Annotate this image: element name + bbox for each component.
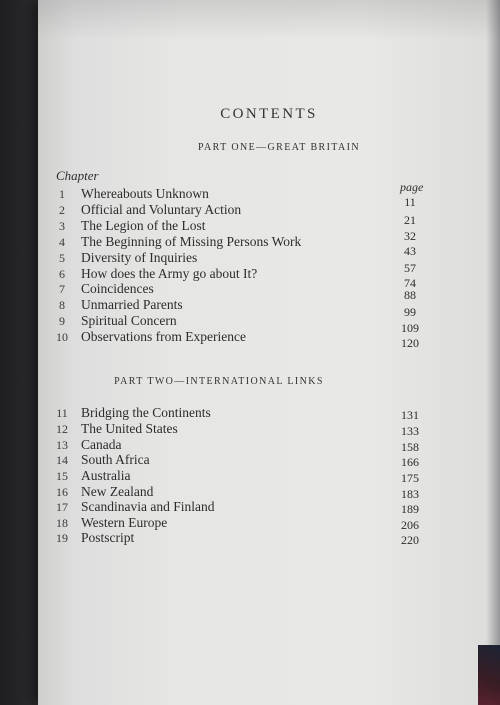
- chapter-page-number: 189: [401, 502, 419, 516]
- chapter-number: 11: [56, 406, 68, 420]
- chapter-number: 18: [56, 516, 68, 530]
- chapter-page-number: 120: [401, 336, 419, 350]
- page-right-edge: [486, 0, 500, 705]
- chapter-title: Australia: [81, 468, 131, 483]
- chapter-number: 19: [56, 531, 68, 545]
- chapter-number: 4: [59, 235, 65, 249]
- chapter-number: 16: [56, 485, 68, 499]
- chapter-number: 9: [59, 314, 65, 328]
- chapter-page-number: 131: [401, 408, 419, 422]
- chapter-page-number: 133: [401, 424, 419, 438]
- chapter-number: 17: [56, 500, 68, 514]
- chapter-title: Scandinavia and Finland: [81, 499, 215, 514]
- chapter-page-number: 74: [404, 276, 416, 290]
- page-top-shadow: [38, 0, 500, 40]
- book-cover-corner: [478, 645, 500, 705]
- chapter-title: South Africa: [81, 452, 150, 467]
- chapter-title: How does the Army go about It?: [81, 266, 258, 281]
- chapter-page-number: 175: [401, 471, 419, 485]
- chapter-title: Unmarried Parents: [81, 297, 183, 312]
- chapter-page-number: 99: [404, 305, 416, 319]
- chapter-page-number: 11: [404, 195, 416, 209]
- part-one-heading: PART ONE—GREAT BRITAIN: [197, 142, 360, 153]
- chapter-page-number: 43: [404, 244, 416, 258]
- chapter-number: 7: [59, 282, 65, 296]
- chapter-page-number: 206: [401, 518, 419, 532]
- chapter-page-number: 166: [401, 455, 419, 469]
- chapter-number: 1: [59, 187, 65, 201]
- chapter-number: 15: [56, 469, 68, 483]
- chapter-title: Coincidences: [81, 281, 154, 296]
- chapter-number: 12: [56, 422, 68, 436]
- book-page: [38, 0, 500, 705]
- chapter-title: Bridging the Continents: [81, 405, 211, 420]
- chapter-number: 6: [59, 267, 65, 281]
- chapter-number: 2: [59, 203, 65, 217]
- part-two-heading: PART TWO—INTERNATIONAL LINKS: [114, 376, 324, 387]
- chapter-number: 10: [56, 330, 68, 344]
- chapter-number: 8: [59, 298, 65, 312]
- chapter-page-number: 88: [404, 288, 416, 302]
- chapter-title: Diversity of Inquiries: [81, 250, 198, 265]
- chapter-page-number: 220: [401, 533, 419, 547]
- chapter-title: Whereabouts Unknown: [81, 186, 209, 201]
- chapter-page-number: 57: [404, 261, 416, 275]
- chapter-column-label: Chapter: [56, 168, 99, 183]
- chapter-number: 13: [56, 438, 68, 452]
- chapter-title: Spiritual Concern: [81, 313, 177, 328]
- chapter-page-number: 158: [401, 440, 419, 454]
- chapter-number: 5: [59, 251, 65, 265]
- chapter-title: The United States: [81, 421, 178, 436]
- page-title: CONTENTS: [220, 106, 318, 122]
- chapter-title: Observations from Experience: [81, 329, 246, 344]
- chapter-title: Postscript: [81, 530, 135, 545]
- page-column-label: page: [400, 180, 424, 194]
- chapter-title: New Zealand: [81, 484, 154, 499]
- chapter-page-number: 109: [401, 321, 419, 335]
- chapter-title: Canada: [81, 437, 122, 452]
- chapter-title: The Beginning of Missing Persons Work: [81, 234, 302, 249]
- chapter-page-number: 183: [401, 487, 419, 501]
- chapter-title: Western Europe: [81, 515, 168, 530]
- chapter-page-number: 32: [404, 229, 416, 243]
- chapter-page-number: 21: [404, 213, 416, 227]
- chapter-number: 3: [59, 219, 65, 233]
- chapter-title: The Legion of the Lost: [81, 218, 206, 233]
- chapter-number: 14: [56, 453, 68, 467]
- chapter-title: Official and Voluntary Action: [81, 202, 242, 217]
